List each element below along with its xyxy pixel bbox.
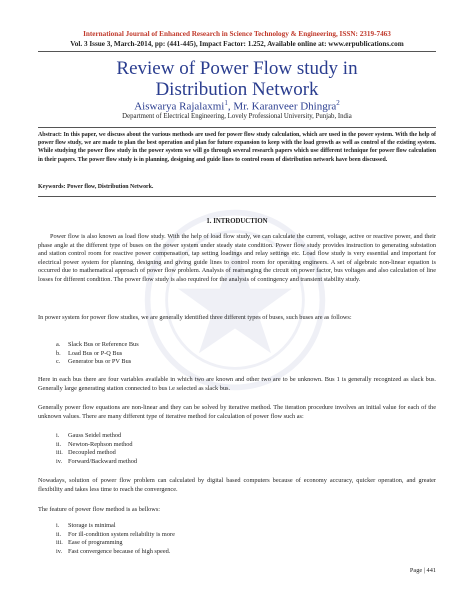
list-item-label: For ill-condition system reliability is more xyxy=(68,530,175,538)
list-marker: ii. xyxy=(56,530,62,538)
paragraph-intro: Power flow is also known as load flow study. With the help of load flow study, we can calculate the current, voltage, active or reactive power, and their phase angle at the different type of buses on the power system under steady state condition. Power flow study provides instruction to generating substation and station control room for reactive power compensation, tap setting loadings and relay settings etc. Load flow study is very essential and important for electrical power system for planning, designing and giving guide lines to control room for operating engineers. A set of algebraic non-linear equation is occurred due to mathematical approach of power flow problem. Analysis of rearranging the circuit on power factor, bus voltages and also calculation of line losses for different condition. The power flow study is also required for the analysis of contingency and transient stability study. xyxy=(38,233,436,283)
list-item-label: Gauss Seidel method xyxy=(68,432,122,439)
author-2: Mr. Karanveer Dhingra xyxy=(233,100,337,113)
journal-name: International Journal of Enhanced Research in Science Technology & Engineering, ISSN: 2319-7463 xyxy=(83,30,391,38)
list-item-label: Forward/Backward method xyxy=(68,457,138,465)
paragraph-bus-types: In power system for power flow studies, we are generally identified three different types of buses, such buses are as follows: xyxy=(38,314,352,321)
list-item-label: Storage is minimal xyxy=(68,522,116,529)
list-item xyxy=(56,432,356,441)
paragraph-iterative-methods: Generally power flow equations are non-linear and they can be solved by iterative method. The iteration procedure involves an initial value for each of the unknown values. There are many different type of iterative method for calculation of power flow such as: xyxy=(38,404,436,420)
author-1: Aiswarya Rajalaxmi xyxy=(134,100,225,113)
features-list xyxy=(56,522,356,556)
list-item xyxy=(56,548,356,557)
list-marker: b. xyxy=(56,349,61,357)
header-divider xyxy=(38,51,436,52)
list-item xyxy=(56,531,356,540)
paragraph-bus-variables: Here in each bus there are four variables available in which two are known and other two are to be unknown. Bus 1 is generally recognized as slack bus. Generally large generating station connected to bus i.e selected as slack bus. xyxy=(38,376,436,392)
list-item-label: Generator bus or PV Bus xyxy=(68,358,132,366)
authors xyxy=(0,99,474,113)
methods-list xyxy=(56,432,356,466)
bus-types-list xyxy=(56,341,356,367)
list-marker: iv. xyxy=(56,457,63,465)
author-2-mark: 2 xyxy=(336,99,340,107)
list-marker: ii. xyxy=(56,440,62,448)
list-item-label: Load Bus or P-Q Bus xyxy=(68,349,123,357)
paragraph-digital-computers: Nowadays, solution of power flow problem can calculated by digital based computers because of economy accuracy, quicker operation, and greater flexibility and takes less time to reach the convergence. xyxy=(38,477,436,493)
list-marker: iv. xyxy=(56,547,63,555)
list-marker: iii. xyxy=(56,539,63,547)
list-item-label: Ease of programming xyxy=(68,539,123,547)
paper-title-line-2: Distribution Network xyxy=(155,79,319,100)
keywords-divider xyxy=(38,196,436,197)
list-item xyxy=(56,341,356,350)
list-marker: a. xyxy=(56,341,61,348)
list-marker: i. xyxy=(56,522,60,529)
abstract: Abstract: In this paper, we discuss about the various methods are used for power flow study calculation, which are used in the power system. With the help of power flow study, we are made to plan the best operation and plan for future expansion to keep with the load growth as well as control of the existing system. While studying the power flow study in the power system we will go through several research papers which use different technique for power flow calculation in their papers. The power flow study is in planning, designing and guide lines to control room of distribution network have been discussed. xyxy=(38,132,436,163)
list-marker: iii. xyxy=(56,449,63,457)
paper-title-line-1: Review of Power Flow study in xyxy=(116,58,358,79)
list-item xyxy=(56,441,356,450)
page-number: Page | 441 xyxy=(409,567,436,574)
list-item xyxy=(56,458,356,467)
author-separator: , xyxy=(227,100,234,113)
section-heading-introduction: 1. INTRODUCTION xyxy=(206,218,268,225)
author-1-mark: 1 xyxy=(224,99,228,107)
list-item xyxy=(56,449,356,458)
keywords: Keywords: Power flow, Distribution Network. xyxy=(38,184,154,190)
list-item-label: Fast convergence because of high speed. xyxy=(68,547,171,555)
journal-issue-info: Vol. 3 Issue 3, March-2014, pp: (441-445), Impact Factor: 1.252, Available online at: www.erpublications.com xyxy=(70,40,404,48)
list-item xyxy=(56,522,356,531)
list-item-label: Decoupled method xyxy=(68,449,116,457)
list-item-label: Newton-Rephson method xyxy=(68,440,133,448)
list-item xyxy=(56,358,356,367)
affiliation: Department of Electrical Engineering, Lovely Professional University, Punjab, India xyxy=(122,113,352,120)
list-item-label: Slack Bus or Reference Bus xyxy=(68,341,139,348)
list-marker: i. xyxy=(56,432,60,439)
list-marker: c. xyxy=(56,358,61,366)
paragraph-features-intro: The feature of power flow method is as bellows: xyxy=(38,506,161,513)
list-item xyxy=(56,350,356,359)
abstract-top-divider xyxy=(38,127,436,128)
list-item xyxy=(56,539,356,548)
